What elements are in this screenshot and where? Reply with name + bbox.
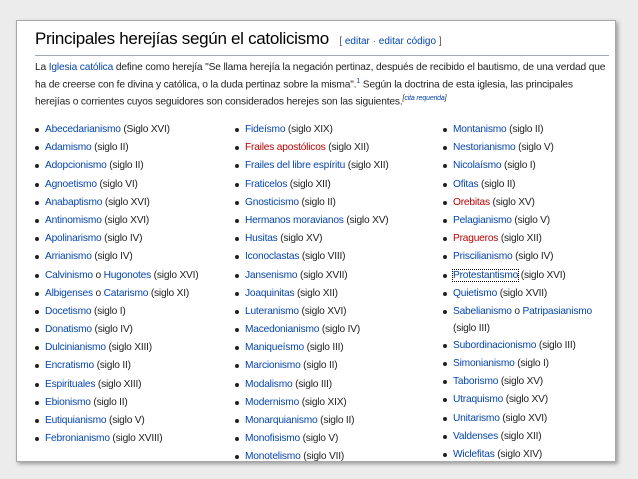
century-label: (siglo XV) (343, 214, 389, 226)
patripasianismo-link[interactable]: Patripasianismo (522, 305, 592, 317)
list-item (33, 230, 223, 248)
century-label: (siglo II) (298, 196, 336, 208)
list-item (441, 267, 611, 285)
subordinacionismo-link[interactable]: Subordinacionismo (453, 339, 537, 351)
apolinarismo-link[interactable]: Apolinarismo (45, 233, 102, 245)
list-item (233, 430, 423, 448)
century-label: (siglo XV) (489, 196, 535, 208)
century-label: (siglo II) (506, 124, 544, 135)
century-label: (siglo II) (300, 360, 338, 372)
century-label: (siglo XVI) (102, 196, 150, 208)
taborismo-link[interactable]: Taborismo (453, 376, 499, 388)
list-item (33, 303, 223, 321)
encratismo-link[interactable]: Encratismo (45, 360, 94, 372)
gnosticismo-link[interactable]: Gnosticismo (245, 196, 299, 208)
arrianismo-link[interactable]: Arrianismo (45, 251, 92, 263)
edit-bracket-close: ] (436, 36, 442, 47)
list-item (233, 448, 423, 462)
century-label: (siglo II) (93, 360, 131, 372)
febronianismo-link[interactable]: Febronianismo (45, 433, 110, 445)
valdenses-link[interactable]: Valdenses (453, 430, 499, 442)
list-item (33, 121, 223, 139)
list-item (233, 303, 423, 321)
montanismo-link[interactable]: Montanismo (453, 124, 507, 135)
list-item (33, 321, 223, 339)
heresy-list-column-2 (233, 121, 423, 462)
conjunction: o (92, 269, 104, 281)
macedonianismo-link[interactable]: Macedonianismo (245, 324, 320, 336)
list-item (233, 321, 423, 339)
conjunction: o (511, 305, 523, 317)
century-label: (siglo XII) (325, 142, 370, 154)
century-label: (siglo I) (501, 160, 536, 172)
century-label: (siglo VI) (96, 178, 138, 190)
century-label: (siglo V) (106, 415, 145, 426)
maniqueismo-link[interactable]: Maniqueísmo (245, 342, 304, 354)
list-item (233, 412, 423, 430)
agnoetismo-link[interactable]: Agnoetismo (45, 178, 97, 190)
list-item (441, 157, 611, 175)
abecedarianismo-link[interactable]: Abecedarianismo (45, 124, 121, 135)
list-item (441, 121, 611, 139)
protestantismo-link[interactable]: Protestantismo (453, 269, 519, 281)
list-item (33, 357, 223, 375)
marcionismo-link[interactable]: Marcionismo (245, 360, 301, 372)
catarismo-link[interactable]: Catarismo (103, 287, 149, 299)
modalismo-link[interactable]: Modalismo (245, 378, 293, 390)
century-label: (siglo III) (292, 378, 332, 390)
century-label: (siglo I) (91, 305, 126, 317)
intro-paragraph (35, 61, 609, 110)
albigenses-link[interactable]: Albigenses (45, 287, 93, 299)
luteranismo-link[interactable]: Luteranismo (245, 305, 299, 317)
list-item (233, 248, 423, 266)
pragueros-link[interactable]: Pragueros (453, 233, 499, 245)
list-item (33, 267, 223, 285)
iglesia-catolica-link[interactable]: Iglesia católica (48, 62, 114, 73)
century-label: (siglo V) (511, 214, 550, 226)
edit-code-link[interactable]: editar código (378, 36, 437, 47)
list-item (441, 194, 611, 212)
intro-text-1: La (35, 62, 49, 73)
simonianismo-link[interactable]: Simonianismo (453, 358, 515, 370)
donatismo-link[interactable]: Donatismo (45, 324, 92, 336)
sabelianismo-link[interactable]: Sabelianismo (453, 305, 512, 317)
list-item (441, 410, 611, 428)
espirituales-link[interactable]: Espirituales (45, 378, 96, 390)
century-label: (siglo V) (515, 142, 554, 154)
cita-requerida-link[interactable]: cita requerida (404, 95, 445, 103)
list-item (441, 355, 611, 373)
century-label: (siglo XVI) (151, 269, 199, 281)
list-item (441, 248, 611, 266)
monotelismo-link[interactable]: Monotelismo (245, 451, 301, 462)
century-label: (siglo VIII) (299, 251, 346, 263)
list-item (33, 157, 223, 175)
list-item (33, 394, 223, 412)
list-item (33, 248, 223, 266)
list-item (441, 285, 611, 303)
list-item (441, 230, 611, 248)
century-label: (siglo XIV) (494, 449, 543, 460)
list-item (441, 139, 611, 157)
intro-text-3: Según la doctrina de esta iglesia, las principales herejías o corrientes cuyos seguidores son considerados herejes son las siguientes. (35, 79, 573, 108)
list-item (233, 357, 423, 375)
ofitas-link[interactable]: Ofitas (453, 178, 479, 190)
century-label: (siglo XVI) (101, 214, 150, 226)
edit-section-links (339, 36, 441, 47)
century-label: (siglo XIII) (95, 378, 142, 390)
list-item (233, 176, 423, 194)
citation-needed: [cita requerida] (402, 95, 447, 103)
century-label: (siglo II) (478, 178, 516, 190)
century-label: (siglo XIII) (105, 342, 152, 354)
list-item (33, 430, 223, 448)
century-label: (siglo XV) (503, 394, 548, 406)
priscilianismo-link[interactable]: Priscilianismo (453, 251, 513, 263)
monofisismo-link[interactable]: Monofisismo (245, 433, 300, 445)
list-item (441, 303, 611, 337)
list-item (233, 121, 423, 139)
anabaptismo-link[interactable]: Anabaptismo (45, 196, 103, 208)
list-item (33, 285, 223, 303)
intro-text-2: define como herejía "Se llama herejía la negación pertinaz, después de recibido el bautismo, de una verdad que ha de creerse con fe divina y católica, o la duda pertinaz sobre la misma". (35, 62, 606, 91)
century-label: (siglo II) (106, 160, 144, 172)
list-item (441, 391, 611, 409)
century-label: (siglo XIX) (285, 124, 333, 135)
century-label: (siglo XVII) (497, 287, 548, 299)
antinomismo-link[interactable]: Antinomismo (45, 214, 102, 226)
century-label: (siglo XII) (294, 287, 338, 299)
century-label: (siglo XV) (498, 376, 543, 388)
list-item (233, 394, 423, 412)
section-heading (35, 29, 609, 56)
list-item (233, 139, 423, 157)
century-label: (siglo IV) (512, 251, 554, 263)
eutiquianismo-link[interactable]: Eutiquianismo (45, 415, 107, 426)
list-item (233, 194, 423, 212)
ebionismo-link[interactable]: Ebionismo (45, 396, 91, 408)
list-item (233, 376, 423, 394)
calvinismo-link[interactable]: Calvinismo (45, 269, 93, 281)
edit-bracket-open: [ (339, 36, 345, 47)
utraquismo-link[interactable]: Utraquismo (453, 394, 504, 406)
section-title: Principales herejías según el catolicismo (35, 29, 329, 48)
century-label: (siglo XII) (498, 233, 542, 245)
list-item (441, 212, 611, 230)
list-item (441, 446, 611, 462)
joaquinitas-link[interactable]: Joaquinitas (245, 287, 295, 299)
fraticelos-link[interactable]: Fraticelos (245, 178, 288, 190)
article-frame (16, 20, 616, 462)
modernismo-link[interactable]: Modernismo (245, 396, 300, 408)
century-label: (siglo IV) (91, 251, 133, 263)
list-item (33, 212, 223, 230)
frailes-apostolicos-link[interactable]: Frailes apostólicos (245, 142, 326, 154)
century-label: (siglo XVI) (499, 412, 548, 424)
century-label: (siglo VII) (300, 451, 345, 462)
adopcionismo-link[interactable]: Adopcionismo (45, 160, 107, 172)
century-label: (siglo II) (317, 415, 355, 426)
reference-1-link[interactable]: 1 (356, 78, 361, 85)
list-item (33, 194, 223, 212)
century-label: (siglo XVII) (297, 269, 348, 281)
edit-separator: · (369, 36, 379, 47)
century-label: (siglo XVI) (518, 269, 566, 281)
hermanos-moravianos-link[interactable]: Hermanos moravianos (245, 214, 344, 226)
century-label: (siglo XVIII) (109, 433, 163, 445)
nicolaismo-link[interactable]: Nicolaísmo (453, 160, 502, 172)
century-label: (siglo III) (303, 342, 344, 354)
heresy-list-column-3 (441, 121, 611, 462)
century-label: (siglo IV) (319, 324, 361, 336)
century-label: (siglo XII) (345, 160, 389, 172)
list-item (233, 212, 423, 230)
century-label: (siglo III) (536, 339, 576, 351)
husitas-link[interactable]: Husitas (245, 233, 278, 245)
list-item (233, 157, 423, 175)
heresy-list-column-1 (33, 121, 223, 448)
conjunction: o (92, 287, 104, 299)
century-label: (siglo XVI) (298, 305, 347, 317)
docetismo-link[interactable]: Docetismo (45, 305, 92, 317)
century-label: (siglo IV) (101, 233, 143, 245)
jansenismo-link[interactable]: Jansenismo (245, 269, 298, 281)
fideismo-link[interactable]: Fideísmo (245, 124, 286, 135)
list-item (441, 428, 611, 446)
century-label: (siglo XII) (287, 178, 331, 190)
list-item (233, 230, 423, 248)
list-item (441, 176, 611, 194)
list-item (33, 139, 223, 157)
unitarismo-link[interactable]: Unitarismo (453, 412, 500, 424)
wiclefitas-link[interactable]: Wiclefitas (453, 449, 495, 460)
list-item (233, 339, 423, 357)
list-item (33, 176, 223, 194)
list-item (33, 376, 223, 394)
frailes-del-libre-espiritu-link[interactable]: Frailes del libre espíritu (245, 160, 346, 172)
list-item (441, 373, 611, 391)
century-label: (siglo V) (299, 433, 339, 445)
century-label: (siglo XIX) (299, 396, 347, 408)
century-label: (siglo III) (453, 322, 490, 334)
century-label: (siglo II) (91, 142, 129, 154)
adamismo-link[interactable]: Adamismo (45, 142, 92, 154)
list-item (233, 285, 423, 303)
iconoclastas-link[interactable]: Iconoclastas (245, 251, 300, 263)
list-item (33, 339, 223, 357)
century-label: (Siglo XVI) (120, 124, 170, 135)
century-label: (siglo I) (514, 358, 549, 370)
nestorianismo-link[interactable]: Nestorianismo (453, 142, 516, 154)
quietismo-link[interactable]: Quietismo (453, 287, 498, 299)
edit-link[interactable]: editar (344, 36, 370, 47)
list-item (441, 337, 611, 355)
century-label: (siglo XV) (277, 233, 323, 245)
century-label: (siglo XI) (148, 287, 190, 299)
century-label: (siglo XII) (498, 430, 542, 442)
list-item (233, 267, 423, 285)
century-label: (siglo II) (90, 396, 128, 408)
pelagianismo-link[interactable]: Pelagianismo (453, 214, 512, 226)
monarquianismo-link[interactable]: Monarquianismo (245, 415, 318, 426)
century-label: (siglo IV) (91, 324, 133, 336)
list-item (33, 412, 223, 430)
dulcinianismo-link[interactable]: Dulcinianismo (45, 342, 106, 354)
orebitas-link[interactable]: Orebitas (453, 196, 490, 208)
hugonotes-link[interactable]: Hugonotes (103, 269, 152, 281)
